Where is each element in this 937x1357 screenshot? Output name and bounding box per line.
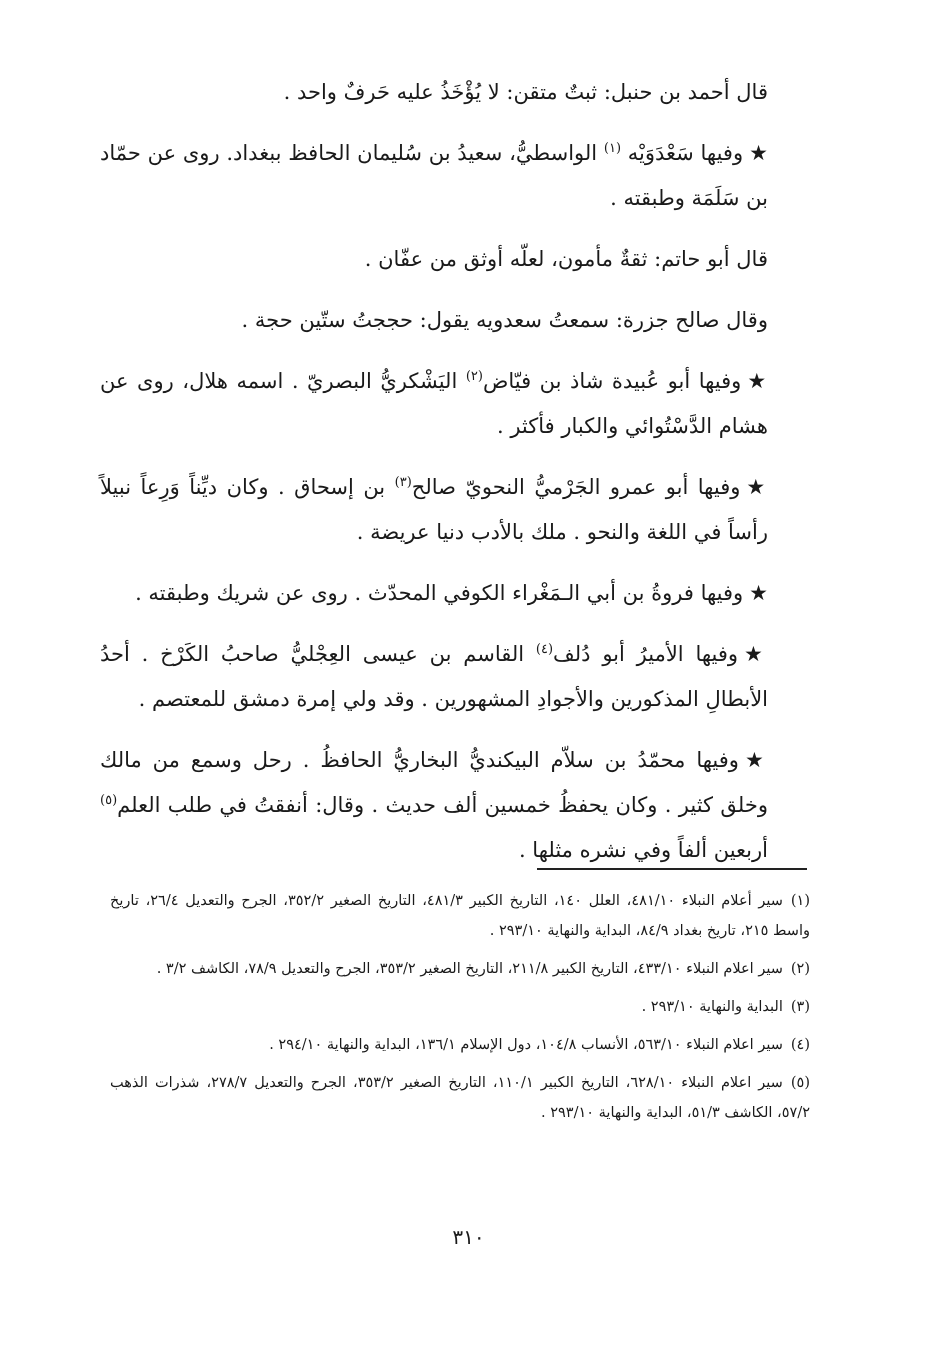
footnote-3: (٣)البداية والنهاية ٢٩٣/١٠ . [641,999,810,1015]
paragraph-8: ★وفيها الأميرُ أبو دُلف$^{(٤)}$ القاسم بن عيسى العِجْليُّ صاحبُ الكَرْخ . أحدُ الأبطالِ المذكورين والأجوادِ المشهورين . وقد ولي إمرة دمشق للمعتصم . [100,642,769,711]
footnote-ref-3: (٣) [394,475,412,490]
footnote-ref-1: (١) [603,141,622,156]
star-icon: ★ [746,475,768,499]
footnote-ref-5: (٥) [100,793,118,808]
star-icon: ★ [749,141,768,165]
star-icon: ★ [744,748,769,772]
paragraph-5: ★وفيها أبو عُبيدة شاذ بن فيّاض$^{(٢)}$ اليَشْكريُّ البصريّ . اسمه هلال، روى عن هشام الدَّسْتُوائي والكبار فأكثر . [100,369,768,438]
footnote-5: (٥)سير اعلام النبلاء ٦٢٨/١٠، التاريخ الكبير ١١٠/١، التاريخ الصغير ٣٥٣/٢، الجرح والتعديل ٢٧٨/٧، شذرات الذهب ٥٧/٢، الكاشف ٥١/٣، البداية والنهاية ٢٩٣/١٠ . [110,1075,810,1121]
paragraph-9: ★وفيها محمّدُ بن سلاّم البيكنديُّ البخاريُّ الحافظُ . رحل وسمع من مالك وخلق كثير . وكان يحفظُ خمسين ألف حديث . وقال: أنفقتُ في طلب العلم$^{(٥)}$ أربعين ألفاً وفي نشره مثلها . [100,748,769,862]
paragraph-1: قال أحمد بن حنبل: ثبتٌ متقن: لا يُؤْخَذُ عليه حَرفٌ واحد . [283,80,768,104]
paragraph-3: قال أبو حاتم: ثقةٌ مأمون، لعلّه أوثق من عفّان . [364,247,768,271]
paragraph-7: ★وفيها فروةُ بن أبي الـمَغْراء الكوفي المحدّث . روى عن شريك وطبقته . [135,581,768,605]
footnote-4: (٤)سير اعلام النبلاء ٥٦٣/١٠، الأنساب ١٠٤/٨، دول الإسلام ١٣٦/١، البداية والنهاية ٢٩٤/١٠ . [269,1037,810,1053]
paragraph-2: ★وفيها سَعْدَوَيْه $^{(١)}$ الواسطيُّ، سعيدُ بن سُليمان الحافظ ببغداد. روى عن حمّاد بن سَلَمَة وطبقته . [100,141,768,210]
footnote-ref-4: (٤) [535,642,554,657]
main-text [100,70,808,889]
paragraph-6: ★وفيها أبو عمرو الجَرْميُّ النحويّ صالح$^{(٣)}$ بن إسحاق . وكان ديِّناً وَرِعاً نبيلاً رأساً في اللغة والنحو . ملك بالأدب دنيا عريضة . [100,475,768,544]
star-icon: ★ [744,642,769,666]
footnote-divider [537,868,807,870]
footnote-ref-2: (٢) [465,369,483,384]
star-icon: ★ [747,369,768,393]
footnote-1: (١)سير أعلام النبلاء ٤٨١/١٠، العلل ١٤٠، التاريخ الكبير ٤٨١/٣، التاريخ الصغير ٣٥٢/٢، الجرح والتعديل ٢٦/٤، تاريخ واسط ٢١٥، تاريخ بغداد ٨٤/٩، البداية والنهاية ٢٩٣/١٠ . [110,893,811,939]
footnotes [110,886,810,1136]
star-icon: ★ [749,581,768,605]
page-number: ٣١٠ [452,1225,485,1249]
footnote-2: (٢)سير اعلام النبلاء ٤٣٣/١٠، التاريخ الكبير ٢١١/٨، التاريخ الصغير ٣٥٣/٢، الجرح والتعديل ٧٨/٩، الكاشف ٣/٢ . [156,961,810,977]
paragraph-4: وقال صالح جزرة: سمعتُ سعدويه يقول: حججتُ ستّين حجة . [241,308,768,332]
